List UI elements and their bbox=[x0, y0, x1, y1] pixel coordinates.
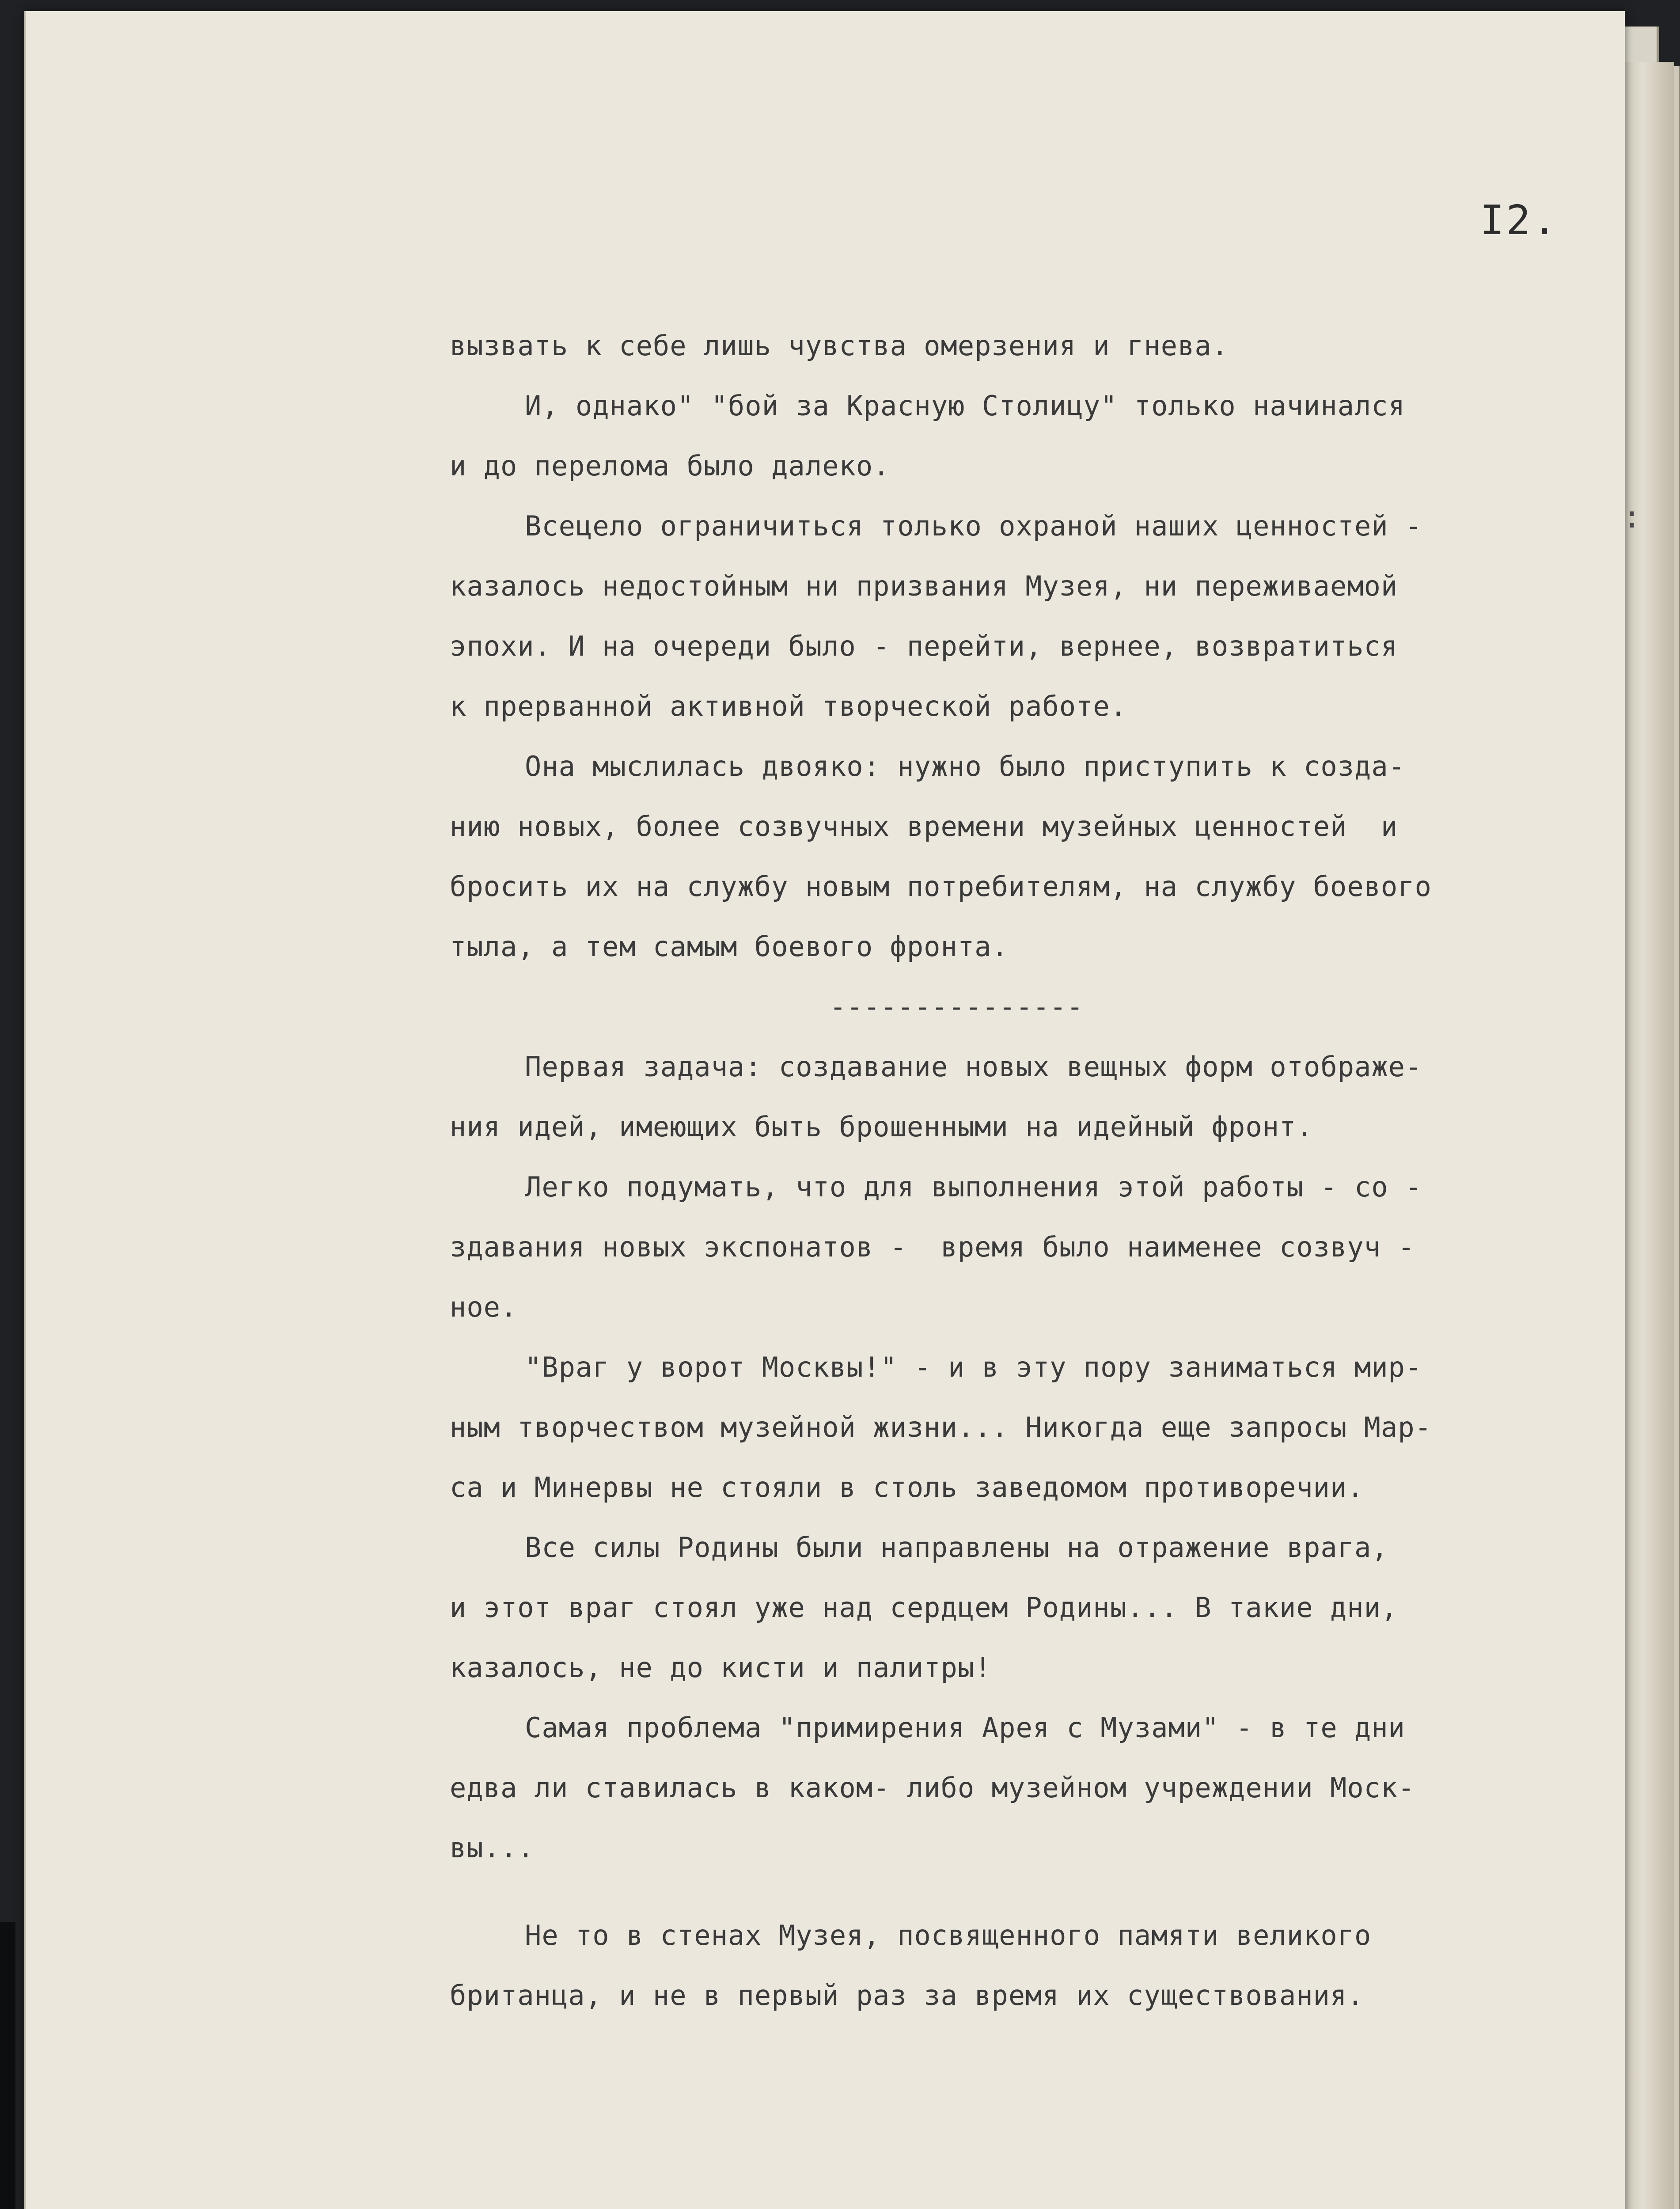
text-line: вы... bbox=[450, 1832, 535, 1864]
text-line: Не то в стенах Музея, посвященного памяти великого bbox=[525, 1919, 1372, 1951]
text-line: британца, и не в первый раз за время их существования. bbox=[450, 1979, 1364, 2012]
text-line: Она мыслилась двояко: нужно было приступить к созда- bbox=[525, 750, 1406, 782]
stacked-paper-edge bbox=[1621, 62, 1674, 2209]
text-line: казалось, не до кисти и палитры! bbox=[450, 1651, 992, 1684]
text-line: казалось недостойным ни призвания Музея, ни переживаемой bbox=[450, 570, 1398, 602]
text-line: ное. bbox=[450, 1291, 518, 1323]
text-line: вызвать к себе лишь чувства омерзения и гнева. bbox=[450, 330, 1229, 362]
text-line: "Враг у ворот Москвы!" - и в эту пору заниматься мир- bbox=[525, 1351, 1422, 1383]
text-line: Все силы Родины были направлены на отражение врага, bbox=[525, 1531, 1388, 1564]
typewritten-page bbox=[24, 11, 1642, 2209]
text-line: к прерванной активной творческой работе. bbox=[450, 690, 1127, 722]
text-line: бросить их на службу новым потребителям, на службу боевого bbox=[450, 870, 1432, 903]
text-line: Первая задача: создавание новых вещных форм отображе- bbox=[525, 1051, 1422, 1083]
section-divider bbox=[450, 977, 1563, 1037]
text-line: Самая проблема "примирения Арея с Музами" - в те дни bbox=[525, 1712, 1406, 1744]
divider-dashes: --------------- bbox=[830, 991, 1084, 1023]
text-line: и этот враг стоял уже над сердцем Родины... В такие дни, bbox=[450, 1591, 1398, 1624]
text-line: едва ли ставилась в каком- либо музейном учреждении Моск- bbox=[450, 1772, 1415, 1804]
text-line: са и Минервы не стояли в столь заведомом противоречии. bbox=[450, 1471, 1364, 1503]
text-line: нию новых, более созвучных времени музейных ценностей и bbox=[450, 810, 1398, 843]
text-line: И, однако" "бой за Красную Столицу" только начинался bbox=[525, 390, 1406, 422]
text-line: Всецело ограничиться только охраной наших ценностей - bbox=[525, 510, 1422, 542]
text-line: Легко подумать, что для выполнения этой работы - со - bbox=[525, 1171, 1422, 1203]
page-number: I2. bbox=[1479, 197, 1559, 244]
page-text bbox=[450, 316, 1563, 2026]
paragraph-gap bbox=[450, 1878, 1563, 1905]
text-line: эпохи. И на очереди было - перейти, вернее, возвратиться bbox=[450, 630, 1398, 662]
text-line: здавания новых экспонатов - время было наименее созвуч - bbox=[450, 1231, 1415, 1263]
margin-mark: : bbox=[1623, 499, 1642, 535]
text-line: тыла, а тем самым боевого фронта. bbox=[450, 930, 1009, 963]
text-line: и до перелома было далеко. bbox=[450, 450, 890, 482]
scan-border bbox=[0, 1922, 15, 2209]
text-line: ния идей, имеющих быть брошенными на идейный фронт. bbox=[450, 1111, 1313, 1143]
text-line: ным творчеством музейной жизни... Никогда еще запросы Мар- bbox=[450, 1411, 1432, 1443]
